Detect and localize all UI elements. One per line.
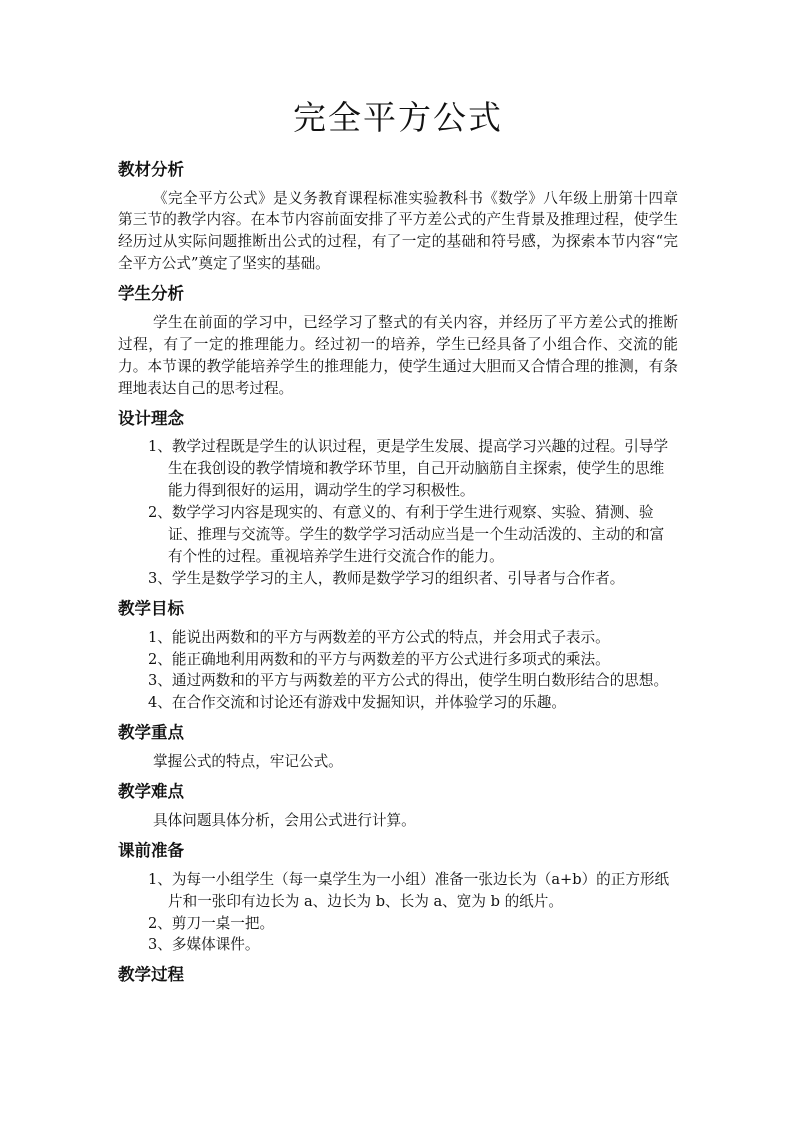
objectives-list (118, 627, 678, 715)
section-design-concept (118, 407, 678, 590)
list-item: 2、能正确地利用两数和的平方与两数差的平方公式进行多项式的乘法。 (148, 650, 610, 668)
section-heading: 教材分析 (118, 159, 184, 179)
section-textbook-analysis (118, 158, 678, 275)
section-heading: 教学重点 (118, 723, 184, 743)
preparation-list (118, 869, 678, 957)
design-concept-list (118, 436, 678, 589)
list-item: 1、教学过程既是学生的认识过程，更是学生发展、提高学习兴趣的过程。引导学生在我创设的教学情境和教学环节里，自己开动脑筋自主探索，使学生的思维能力得到很好的运用，调动学生的学习积极性。 (148, 438, 669, 500)
document-title: 完全平方公式 (293, 98, 503, 137)
list-item: 4、在合作交流和讨论还有游戏中发掘知识，并体验学习的乐趣。 (148, 694, 566, 712)
list-item: 1、能说出两数和的平方与两数差的平方公式的特点，并会用式子表示。 (148, 628, 610, 646)
section-heading: 教学过程 (118, 965, 184, 985)
section-paragraph: 《完全平方公式》是义务教育课程标准实验教科书《数学》八年级上册第十四章第三节的教学内容。在本节内容前面安排了平方差公式的产生背景及推理过程，使学生经历过从实际问题推断出公式的过程，有了一定的基础和符号感，为探索本节内容“完全平方公式”奠定了坚实的基础。 (118, 189, 678, 273)
section-heading: 课前准备 (118, 840, 184, 860)
list-item: 1、为每一小组学生（每一桌学生为一小组）准备一张边长为（a+b）的正方形纸片和一张印有边长为 a、边长为 b、长为 a、宽为 b 的纸片。 (148, 870, 670, 910)
list-item: 3、多媒体课件。 (148, 936, 260, 954)
section-paragraph: 具体问题具体分析，会用公式进行计算。 (153, 811, 416, 829)
section-paragraph: 掌握公式的特点，牢记公式。 (153, 753, 343, 771)
section-teaching-objectives (118, 597, 678, 714)
section-difficulties (118, 780, 678, 832)
section-teaching-process (118, 963, 678, 987)
section-heading: 教学难点 (118, 782, 184, 802)
section-paragraph: 学生在前面的学习中，已经学习了整式的有关内容，并经历了平方差公式的推断过程，有了一定的推理能力。经过初一的培养，学生已经具备了小组合作、交流的能力。本节课的教学能培养学生的推理能力，使学生通过大胆而又合情合理的推测，有条理地表达自己的思考过程。 (118, 314, 678, 397)
list-item: 2、数学学习内容是现实的、有意义的、有利于学生进行观察、实验、猜测、验证、推理与交流等。学生的数学学习活动应当是一个生动活泼的、主动的和富有个性的过程。重视培养学生进行交流合作的能力。 (148, 504, 665, 565)
document-page (118, 98, 678, 994)
list-item: 2、剪刀一桌一把。 (148, 914, 275, 932)
section-heading: 教学目标 (118, 598, 184, 618)
section-key-points (118, 721, 678, 773)
list-item: 3、学生是数学学习的主人，教师是数学学习的组织者、引导者与合作者。 (148, 569, 625, 587)
section-preparation (118, 839, 678, 956)
list-item: 3、通过两数和的平方与两数差的平方公式的得出，使学生明白数形结合的思想。 (148, 672, 669, 690)
section-heading: 设计理念 (118, 408, 184, 428)
section-heading: 学生分析 (118, 284, 184, 304)
section-student-analysis (118, 282, 678, 399)
